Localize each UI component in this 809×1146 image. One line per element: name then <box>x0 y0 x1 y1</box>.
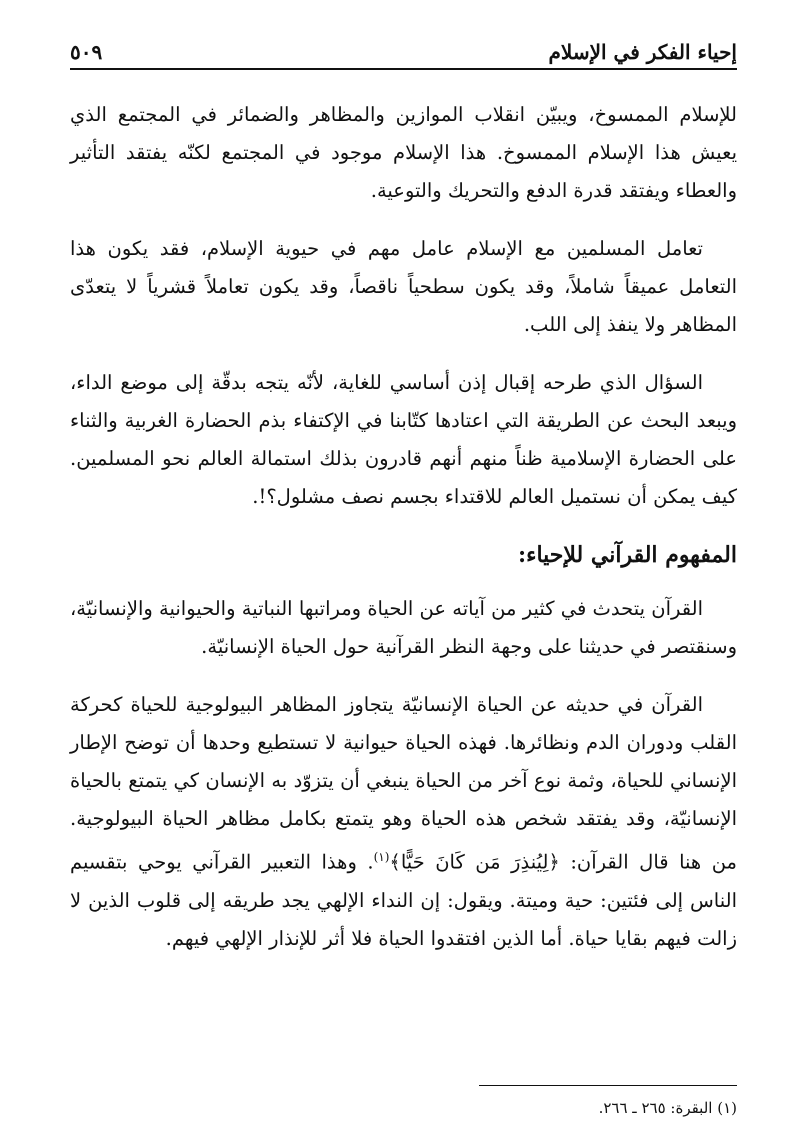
running-header <box>70 34 737 64</box>
footnote-reference[interactable]: (١) <box>373 850 390 864</box>
page-number: ٥٠٩ <box>70 40 103 64</box>
paragraph-3: السؤال الذي طرحه إقبال إذن أساسي للغاية، لأنّه يتجه بدقّة إلى موضع الداء، ويبعد البحث عن الطريقة التي اعتادها كتّابنا في الإكتفاء بذم الحضارة الغربية والثناء على الحضارة الإسلامية ظناً منهم أنهم قادرون بذلك استمالة العالم نحو المسلمين. كيف يمكن أن نستميل العالم للاقتداء بجسم نصف مشلول؟!. <box>70 371 737 508</box>
paragraph-5-part-1: القرآن في حديثه عن الحياة الإنسانيّة يتجاوز المظاهر البيولوجية للحياة كحركة القلب ودوران الدم ونظائرها. فهذه الحياة حيوانية لا تستطيع وحدها أن توضح الإطار الإنساني للحياة، وثمة نوع آخر من الحياة ينبغي أن يتزوّد به الإنسان كي يتمتع بالحياة الإنسانيّة، وقد يفتقد شخص هذه الحياة وهو يتمتع بكامل مظاهر الحياة البيولوجية. من هنا قال القرآن: <box>70 693 737 874</box>
paragraph-4: القرآن يتحدث في كثير من آياته عن الحياة ومراتبها النباتية والحيوانية والإنسانيّة، وسنقتصر في حديثنا على وجهة النظر القرآنية حول الحياة الإنسانيّة. <box>70 597 737 658</box>
paragraph-1: للإسلام الممسوخ، ويبيّن انقلاب الموازين والمظاهر والضمائر في المجتمع الذي يعيش هذا الإسلام الممسوخ. هذا الإسلام موجود في المجتمع لكنّه يفتقد التأثير والعطاء ويفتقد قدرة الدفع والتحريك والتوعية. <box>70 103 737 202</box>
header-divider <box>70 68 737 70</box>
paragraph-5-part-2: . وهذا التعبير القرآني يوحي بتقسيم الناس إلى فئتين: حية وميتة. ويقول: إن النداء الإلهي يجد طريقه إلى قلوب الذين لا زالت فيهم بقايا حياة. أما الذين افتقدوا الحياة فلا أثر للإنذار الإلهي فيهم. <box>70 850 737 950</box>
footnote-divider <box>479 1085 737 1086</box>
running-title: إحياء الفكر في الإسلام <box>548 40 737 64</box>
paragraph-5 <box>70 686 737 958</box>
footnote-1: (١) البقرة: ٢٦٥ ـ ٢٦٦. <box>598 1099 737 1117</box>
quran-quote: ﴿لِيُنذِرَ مَن كَانَ حَيًّا﴾ <box>389 850 560 874</box>
paragraph-2: تعامل المسلمين مع الإسلام عامل مهم في حيوية الإسلام، فقد يكون هذا التعامل عميقاً شاملاً، وقد يكون سطحياً ناقصاً، وقد يكون تعاملاً قشرياً لا يتعدّى المظاهر ولا ينفذ إلى اللب. <box>70 237 737 336</box>
main-text <box>70 96 737 978</box>
section-heading: المفهوم القرآني للإحياء: <box>517 542 737 568</box>
